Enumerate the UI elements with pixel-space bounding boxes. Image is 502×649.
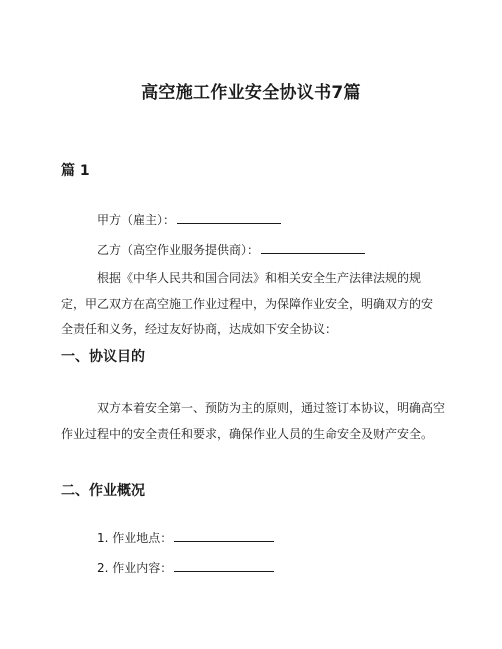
list-item-number: 1. (97, 531, 109, 545)
list-item (97, 558, 274, 578)
intro-paragraph: 根据《中华人民共和国合同法》和相关安全生产法律法规的规定，甲乙双方在高空施工作业过程中，为保障作业安全，明确双方的安全责任和义务，经过友好协商，达成如下安全协议： (61, 271, 434, 336)
party-b-line (97, 240, 365, 260)
part-heading: 篇 1 (61, 163, 90, 179)
list-item-label: 作业内容： (112, 561, 173, 575)
list-item-number: 2. (97, 561, 109, 575)
section-2-heading: 二、作业概况 (61, 483, 145, 499)
document-title: 高空施工作业安全协议书7篇 (141, 83, 361, 103)
party-a-blank (177, 210, 281, 224)
list-item-label: 作业地点： (112, 531, 173, 545)
party-a-line (97, 210, 281, 230)
party-a-label: 甲方（雇主）： (97, 213, 176, 227)
section-1-paragraph: 双方本着安全第一、预防为主的原则，通过签订本协议，明确高空作业过程中的安全责任和要求，确保作业人员的生命安全及财产安全。 (61, 401, 446, 441)
party-b-blank (261, 240, 365, 254)
list-item-blank (174, 528, 274, 542)
list-item-blank (174, 558, 274, 572)
section-1-heading: 一、协议目的 (61, 349, 145, 365)
party-b-label: 乙方（高空作业服务提供商）： (97, 243, 260, 257)
list-item (97, 528, 274, 548)
